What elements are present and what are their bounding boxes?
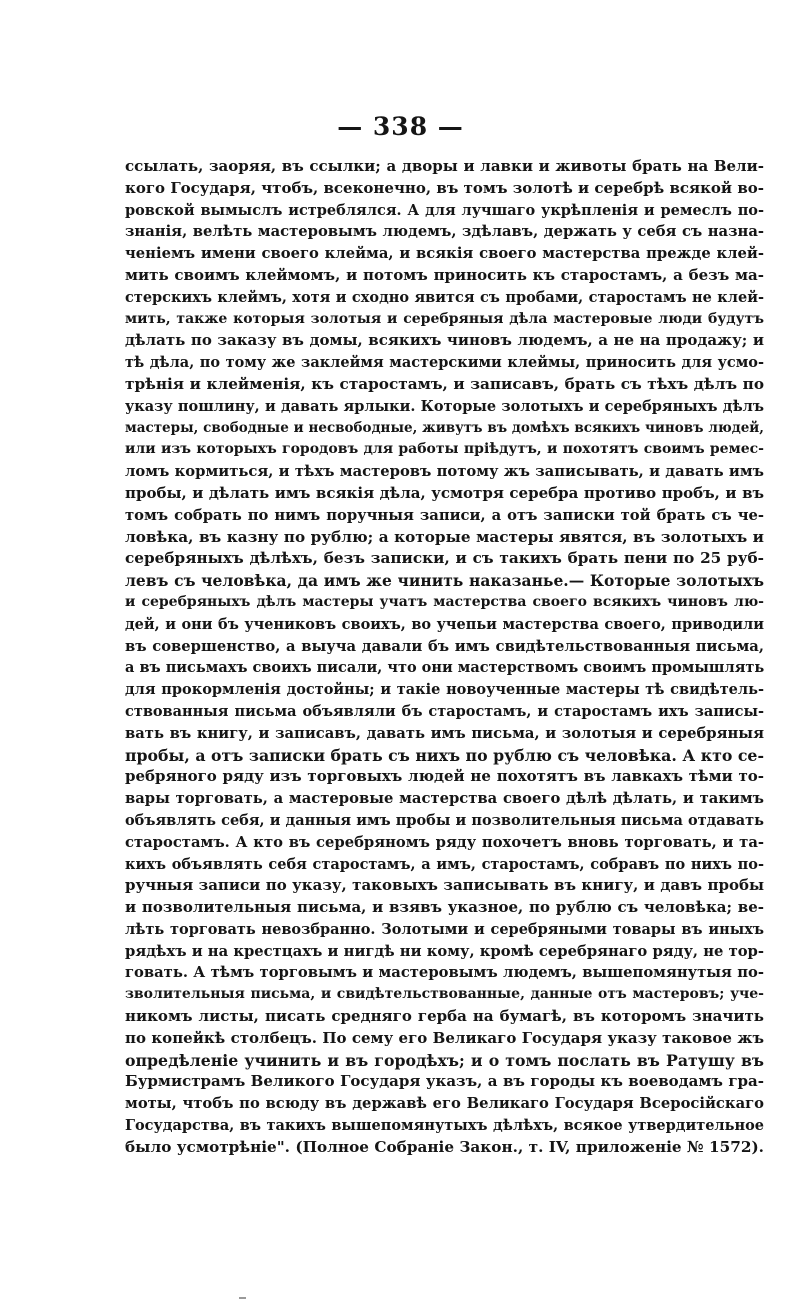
text-line: трѣнія и клейменія, къ старостамъ, и записавъ, брать съ тѣхъ дѣлъ по [125,374,764,393]
text-line: дѣлать по заказу въ домы, всякихъ чиновъ людемъ, а не на продажу; и [125,331,764,350]
text-line: вать въ книгу, и записавъ, давать имъ письма, и золотыя и серебряныя [125,724,764,742]
text-line: рядѣхъ и на крестцахъ и нигдѣ ни кому, кромѣ серебрянаго ряду, не тор- [125,942,764,960]
text-line: мастеры, свободные и несвободные, живутъ въ домѣхъ всякихъ чиновъ людей, [125,419,764,436]
text-line: знанія, велѣть мастеровымъ людемъ, здѣлавъ, держать у себя съ назна- [125,223,764,241]
text-line: пробы, и дѣлать имъ всякія дѣла, усмотря серебра противо пробъ, и въ [125,483,764,502]
text-line: въ совершенство, а выуча давали бъ имъ свидѣтельствованныя письма, [125,637,764,655]
text-line: тѣ дѣла, по тому же заклеймя мастерскими клеймы, приносить для усмо- [125,354,764,372]
scan-artifact-mark [239,1297,246,1299]
text-line: Государства, въ такихъ вышепомянутыхъ дѣлѣхъ, всякое утвердительное [125,1117,764,1135]
text-line: мить своимъ клеймомъ, и потомъ приносить къ старостамъ, а безъ ма- [125,265,764,284]
text-line: дей, и они бъ учениковъ своихъ, во учепьи мастерства своего, приводили [125,615,764,633]
text-line: а въ письмахъ своихъ писали, что они мастерствомъ своимъ промышлять [125,659,764,677]
page-number: — 338 — [337,112,464,141]
text-line: серебряныхъ дѣлѣхъ, безъ записки, и съ такихъ брать пени по 25 руб- [125,549,764,568]
text-line: опредѣленіе учинить и въ городѣхъ; и о томъ послать въ Ратушу въ [125,1050,764,1070]
text-line: указу пошлину, и давать ярлыки. Которые золотыхъ и серебряныхъ дѣлъ [125,397,764,415]
text-line: ссылать, заоряя, въ ссылки; а дворы и лавки и животы брать на Вели- [125,157,764,175]
text-line: вары торговать, а мастеровые мастерства своего дѣлѣ дѣлать, и такимъ [125,790,764,808]
text-line: Бурмистрамъ Великого Государя указъ, а въ городы къ воеводамъ гра- [125,1072,764,1091]
text-line: мить, также которыя золотыя и серебряныя дѣла мастеровые люди будутъ [125,310,764,327]
text-line: кихъ объявлять себя старостамъ, а имъ, старостамъ, собравъ по нихъ по- [125,855,764,873]
text-line: ребряного ряду изъ торговыхъ людей не похотятъ въ лавкахъ тѣми то- [125,767,764,786]
text-line: говать. А тѣмъ торговымъ и мастеровымъ людемъ, вышепомянутыя по- [125,964,764,982]
text-line: моты, чтобъ по всюду въ державѣ его Великаго Государя Всеросійскаго [125,1095,764,1113]
text-line: для прокормленія достойны; и такіе новоученные мастеры тѣ свидѣтель- [125,681,764,699]
text-line: ручныя записи по указу, таковыхъ записывать въ книгу, и давъ пробы [125,876,764,895]
text-line: ровской вымыслъ истреблялся. А для лучшаго укрѣпленія и ремеслъ по- [125,201,764,219]
text-line: ствованныя письма объявляли бъ старостамъ, и старостамъ ихъ записы- [125,702,764,720]
text-line: ловѣка, въ казну по рублю; а которые мастеры явятся, въ золотыхъ и [125,527,764,546]
text-line: или изъ которыхъ городовъ для работы пріѣдутъ, и похотятъ своимъ ремес- [125,441,764,458]
text-line: томъ собрать по нимъ поручныя записи, а отъ записки той брать съ че- [125,506,764,524]
text-line: зволительныя письма, и свидѣтельствованные, данные отъ мастеровъ; уче- [125,986,764,1003]
text-line: ченіемъ имени своего клейма, и всякія своего мастерства прежде клей- [125,245,764,263]
text-line-last [125,1159,764,1181]
text-line: стерскихъ клеймъ, хотя и сходно явится съ пробами, старостамъ не клей- [125,288,764,306]
text-line: пробы, а отъ записки брать съ нихъ по рублю съ человѣка. А кто се- [125,745,764,765]
text-line: лѣть торговать невозбранно. Золотыми и серебряными товары въ иныхъ [125,920,764,938]
text-line: было усмотрѣніе". (Полное Собраніе Закон., т. IV, приложеніе № 1572). [125,1137,764,1156]
text-line: и серебряныхъ дѣлъ мастеры учатъ мастерства своего всякихъ чиновъ лю- [125,593,764,610]
body-text [125,156,764,1180]
text-line: кого Государя, чтобъ, всеконечно, въ томъ золотѣ и серебрѣ всякой во- [125,178,764,197]
text-line: старостамъ. А кто въ серебряномъ ряду похочетъ вновь торговать, и та- [125,833,764,851]
text-line: по копейкѣ столбецъ. По сему его Великаго Государя указу таковое жъ [125,1028,764,1047]
text-line: никомъ листы, писать средняго герба на бумагѣ, въ которомъ значить [125,1007,764,1026]
text-line: и позволительныя письма, и взявъ указное, по рублю съ человѣка; ве- [125,898,764,917]
text-line: ломъ кормиться, и тѣхъ мастеровъ потому жъ записывать, и давать имъ [125,463,764,481]
text-line: левъ съ человѣка, да имъ же чинить наказанье.— Которые золотыхъ [125,571,764,591]
text-line: объявлять себя, и данныя имъ пробы и позволительныя письма отдавать [125,811,764,829]
